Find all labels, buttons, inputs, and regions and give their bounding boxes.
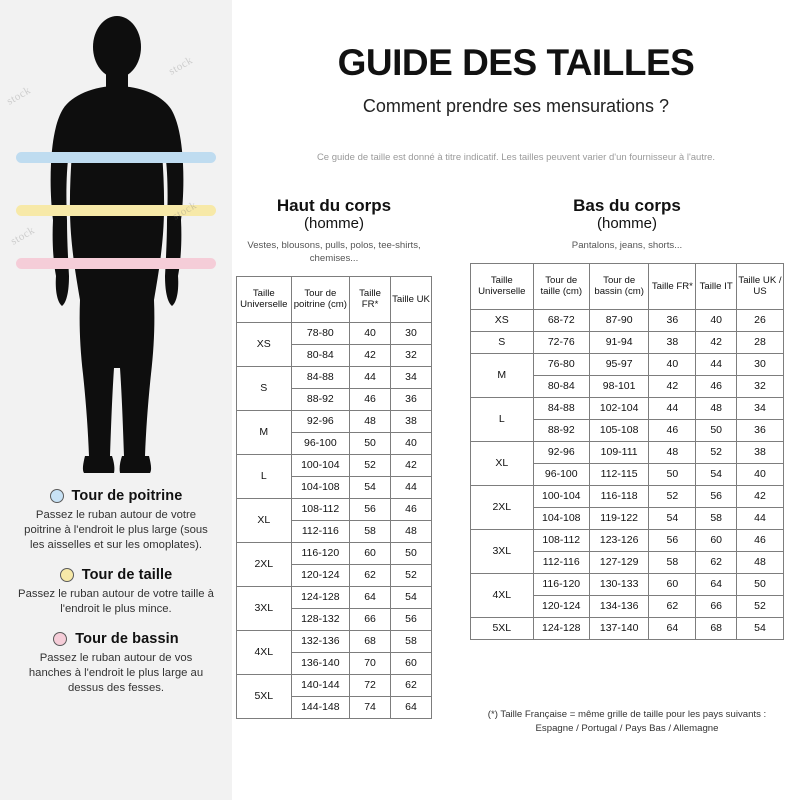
table-row bbox=[237, 674, 432, 696]
table-cell: 48 bbox=[350, 410, 391, 432]
table-cell: 96-100 bbox=[533, 463, 589, 485]
table-cell: 127-129 bbox=[589, 551, 648, 573]
table-cell: 64 bbox=[350, 586, 391, 608]
table-row bbox=[471, 441, 784, 463]
table-cell: 112-115 bbox=[589, 463, 648, 485]
table-cell: 136-140 bbox=[291, 652, 350, 674]
waist-color-dot-icon bbox=[60, 568, 74, 582]
watermark-text: stock bbox=[166, 54, 196, 78]
table-cell: 54 bbox=[696, 463, 737, 485]
column-header: Tour de taille (cm) bbox=[533, 263, 589, 309]
table-cell: 96-100 bbox=[291, 432, 350, 454]
table-row bbox=[237, 498, 432, 520]
table-cell: 137-140 bbox=[589, 617, 648, 639]
table-cell: 40 bbox=[649, 353, 696, 375]
cell-universal-size: XL bbox=[471, 441, 534, 485]
table-cell: 134-136 bbox=[589, 595, 648, 617]
watermark-text: stock bbox=[4, 84, 34, 108]
table-cell: 112-116 bbox=[533, 551, 589, 573]
watermark-text: stock bbox=[8, 224, 38, 248]
table-cell: 104-108 bbox=[291, 476, 350, 498]
hip-color-dot-icon bbox=[53, 632, 67, 646]
table-row bbox=[237, 322, 432, 344]
watermark-text: stock bbox=[170, 199, 200, 223]
legend-title-waist: Tour de taille bbox=[81, 567, 173, 584]
hip-tape-line bbox=[16, 258, 216, 269]
table-cell: 72 bbox=[350, 674, 391, 696]
table-cell: 52 bbox=[350, 454, 391, 476]
table-cell: 26 bbox=[737, 309, 784, 331]
table-cell: 124-128 bbox=[533, 617, 589, 639]
table-cell: 80-84 bbox=[291, 344, 350, 366]
male-body-silhouette-icon bbox=[22, 12, 212, 482]
table-cell: 100-104 bbox=[291, 454, 350, 476]
legend-item-hip bbox=[10, 631, 222, 696]
table-cell: 64 bbox=[649, 617, 696, 639]
table-cell: 116-120 bbox=[533, 573, 589, 595]
column-header: Taille FR* bbox=[350, 276, 391, 322]
table-cell: 50 bbox=[737, 573, 784, 595]
table-row bbox=[237, 542, 432, 564]
table-row bbox=[471, 397, 784, 419]
table-cell: 52 bbox=[649, 485, 696, 507]
legend-item-waist bbox=[10, 567, 222, 617]
table-row bbox=[237, 454, 432, 476]
legend-text-waist: Passez le ruban autour de votre taille à l'endroit le plus mince. bbox=[18, 588, 214, 616]
table-cell: 62 bbox=[350, 564, 391, 586]
table-cell: 62 bbox=[696, 551, 737, 573]
table-cell: 64 bbox=[391, 696, 432, 718]
table-cell: 40 bbox=[696, 309, 737, 331]
table-cell: 58 bbox=[649, 551, 696, 573]
table-cell: 50 bbox=[696, 419, 737, 441]
table-cell: 88-92 bbox=[533, 419, 589, 441]
column-header: Taille Universelle bbox=[471, 263, 534, 309]
table-cell: 42 bbox=[649, 375, 696, 397]
table-cell: 30 bbox=[391, 322, 432, 344]
cell-universal-size: M bbox=[471, 353, 534, 397]
table-cell: 80-84 bbox=[533, 375, 589, 397]
cell-universal-size: S bbox=[237, 366, 292, 410]
cell-universal-size: 4XL bbox=[237, 630, 292, 674]
table-row bbox=[471, 529, 784, 551]
table-cell: 36 bbox=[737, 419, 784, 441]
table-cell: 52 bbox=[391, 564, 432, 586]
cell-universal-size: L bbox=[237, 454, 292, 498]
table-cell: 68-72 bbox=[533, 309, 589, 331]
section-description-lower: Pantalons, jeans, shorts... bbox=[571, 240, 683, 252]
cell-universal-size: 2XL bbox=[237, 542, 292, 586]
cell-universal-size: L bbox=[471, 397, 534, 441]
table-cell: 112-116 bbox=[291, 520, 350, 542]
table-cell: 70 bbox=[350, 652, 391, 674]
table-cell: 91-94 bbox=[589, 331, 648, 353]
lower-body-section bbox=[470, 196, 784, 640]
lower-body-size-table bbox=[470, 263, 784, 640]
table-cell: 48 bbox=[649, 441, 696, 463]
measurement-legend bbox=[0, 488, 232, 710]
table-cell: 102-104 bbox=[589, 397, 648, 419]
table-cell: 50 bbox=[391, 542, 432, 564]
table-cell: 32 bbox=[391, 344, 432, 366]
page-subtitle: Comment prendre ses mensurations ? bbox=[362, 96, 670, 116]
table-cell: 44 bbox=[737, 507, 784, 529]
table-cell: 34 bbox=[737, 397, 784, 419]
table-cell: 58 bbox=[350, 520, 391, 542]
table-cell: 44 bbox=[649, 397, 696, 419]
table-cell: 42 bbox=[696, 331, 737, 353]
table-cell: 54 bbox=[737, 617, 784, 639]
section-subtitle-upper: (homme) bbox=[303, 215, 364, 233]
table-row bbox=[237, 410, 432, 432]
column-header: Tour de bassin (cm) bbox=[589, 263, 648, 309]
upper-body-size-table bbox=[236, 276, 432, 719]
table-cell: 88-92 bbox=[291, 388, 350, 410]
table-cell: 105-108 bbox=[589, 419, 648, 441]
table-cell: 128-132 bbox=[291, 608, 350, 630]
table-row bbox=[237, 630, 432, 652]
column-header: Taille UK / US bbox=[737, 263, 784, 309]
table-row bbox=[471, 617, 784, 639]
table-cell: 48 bbox=[737, 551, 784, 573]
table-cell: 62 bbox=[391, 674, 432, 696]
table-cell: 120-124 bbox=[533, 595, 589, 617]
table-cell: 123-126 bbox=[589, 529, 648, 551]
table-cell: 58 bbox=[391, 630, 432, 652]
column-header: Taille Universelle bbox=[237, 276, 292, 322]
table-row bbox=[237, 366, 432, 388]
cell-universal-size: 3XL bbox=[471, 529, 534, 573]
cell-universal-size: XS bbox=[471, 309, 534, 331]
page-title: GUIDE DES TAILLES bbox=[337, 42, 695, 83]
table-cell: 42 bbox=[737, 485, 784, 507]
table-header-row bbox=[471, 263, 784, 309]
table-cell: 32 bbox=[737, 375, 784, 397]
table-cell: 54 bbox=[649, 507, 696, 529]
column-header: Taille UK bbox=[391, 276, 432, 322]
table-cell: 52 bbox=[696, 441, 737, 463]
table-cell: 132-136 bbox=[291, 630, 350, 652]
table-cell: 120-124 bbox=[291, 564, 350, 586]
table-cell: 116-118 bbox=[589, 485, 648, 507]
table-cell: 60 bbox=[696, 529, 737, 551]
legend-title-hip: Tour de bassin bbox=[75, 631, 179, 648]
column-header: Taille FR* bbox=[649, 263, 696, 309]
chest-tape-line bbox=[16, 152, 216, 163]
column-header: Taille IT bbox=[696, 263, 737, 309]
cell-universal-size: 4XL bbox=[471, 573, 534, 617]
table-cell: 50 bbox=[649, 463, 696, 485]
table-cell: 104-108 bbox=[533, 507, 589, 529]
table-row bbox=[237, 586, 432, 608]
table-row bbox=[471, 353, 784, 375]
legend-text-chest: Passez le ruban autour de votre poitrine à l'endroit le plus large (sous les aisselles et sur les omoplates). bbox=[24, 509, 208, 552]
table-cell: 109-111 bbox=[589, 441, 648, 463]
table-cell: 38 bbox=[391, 410, 432, 432]
table-cell: 60 bbox=[649, 573, 696, 595]
footnote-text: (*) Taille Française = même grille de taille pour les pays suivants : Espagne / Portugal / Pays Bas / Allemagne bbox=[487, 709, 767, 734]
table-cell: 60 bbox=[350, 542, 391, 564]
silhouette-panel bbox=[0, 0, 232, 800]
section-description-upper: Vestes, blousons, pulls, polos, tee-shirts, chemises... bbox=[247, 240, 421, 264]
table-row bbox=[471, 331, 784, 353]
table-cell: 60 bbox=[391, 652, 432, 674]
table-cell: 78-80 bbox=[291, 322, 350, 344]
table-cell: 42 bbox=[350, 344, 391, 366]
table-cell: 140-144 bbox=[291, 674, 350, 696]
legend-title-chest: Tour de poitrine bbox=[71, 488, 183, 504]
waist-tape-line bbox=[16, 205, 216, 216]
table-cell: 46 bbox=[391, 498, 432, 520]
table-cell: 58 bbox=[696, 507, 737, 529]
table-cell: 64 bbox=[696, 573, 737, 595]
table-cell: 44 bbox=[696, 353, 737, 375]
cell-universal-size: XL bbox=[237, 498, 292, 542]
table-cell: 38 bbox=[737, 441, 784, 463]
cell-universal-size: 3XL bbox=[237, 586, 292, 630]
table-cell: 54 bbox=[350, 476, 391, 498]
upper-body-section bbox=[236, 196, 432, 719]
legend-item-chest bbox=[10, 488, 222, 553]
table-cell: 116-120 bbox=[291, 542, 350, 564]
cell-universal-size: 5XL bbox=[471, 617, 534, 639]
table-cell: 56 bbox=[649, 529, 696, 551]
table-cell: 34 bbox=[391, 366, 432, 388]
table-cell: 30 bbox=[737, 353, 784, 375]
section-subtitle-lower: (homme) bbox=[596, 215, 657, 233]
table-cell: 130-133 bbox=[589, 573, 648, 595]
table-cell: 84-88 bbox=[291, 366, 350, 388]
table-row bbox=[471, 573, 784, 595]
table-cell: 68 bbox=[350, 630, 391, 652]
cell-universal-size: XS bbox=[237, 322, 292, 366]
table-cell: 74 bbox=[350, 696, 391, 718]
table-cell: 87-90 bbox=[589, 309, 648, 331]
section-title-lower: Bas du corps bbox=[573, 196, 681, 215]
table-cell: 144-148 bbox=[291, 696, 350, 718]
chest-color-dot-icon bbox=[50, 489, 64, 503]
table-row bbox=[471, 309, 784, 331]
table-cell: 56 bbox=[350, 498, 391, 520]
table-cell: 28 bbox=[737, 331, 784, 353]
table-cell: 48 bbox=[391, 520, 432, 542]
table-cell: 44 bbox=[350, 366, 391, 388]
table-header-row bbox=[237, 276, 432, 322]
table-cell: 46 bbox=[737, 529, 784, 551]
disclaimer-text: Ce guide de taille est donné à titre indicatif. Les tailles peuvent varier d'un fournisseur à l'autre. bbox=[316, 152, 716, 163]
table-cell: 46 bbox=[696, 375, 737, 397]
cell-universal-size: M bbox=[237, 410, 292, 454]
table-cell: 66 bbox=[696, 595, 737, 617]
table-cell: 72-76 bbox=[533, 331, 589, 353]
table-cell: 62 bbox=[649, 595, 696, 617]
table-row bbox=[471, 485, 784, 507]
table-cell: 68 bbox=[696, 617, 737, 639]
table-cell: 38 bbox=[649, 331, 696, 353]
table-cell: 56 bbox=[696, 485, 737, 507]
table-cell: 124-128 bbox=[291, 586, 350, 608]
table-cell: 42 bbox=[391, 454, 432, 476]
table-cell: 108-112 bbox=[291, 498, 350, 520]
table-cell: 76-80 bbox=[533, 353, 589, 375]
body-silhouette bbox=[0, 0, 232, 492]
table-cell: 36 bbox=[391, 388, 432, 410]
table-cell: 108-112 bbox=[533, 529, 589, 551]
table-cell: 50 bbox=[350, 432, 391, 454]
table-cell: 92-96 bbox=[533, 441, 589, 463]
table-cell: 54 bbox=[391, 586, 432, 608]
column-header: Tour de poitrine (cm) bbox=[291, 276, 350, 322]
cell-universal-size: 2XL bbox=[471, 485, 534, 529]
table-cell: 36 bbox=[649, 309, 696, 331]
cell-universal-size: 5XL bbox=[237, 674, 292, 718]
page-header bbox=[232, 0, 800, 117]
legend-text-hip: Passez le ruban autour de vos hanches à l'endroit le plus large au dessus des fesses. bbox=[28, 652, 204, 695]
table-cell: 119-122 bbox=[589, 507, 648, 529]
table-cell: 98-101 bbox=[589, 375, 648, 397]
table-cell: 84-88 bbox=[533, 397, 589, 419]
table-cell: 56 bbox=[391, 608, 432, 630]
table-cell: 46 bbox=[649, 419, 696, 441]
table-cell: 40 bbox=[350, 322, 391, 344]
table-cell: 40 bbox=[391, 432, 432, 454]
table-cell: 46 bbox=[350, 388, 391, 410]
table-cell: 40 bbox=[737, 463, 784, 485]
section-title-upper: Haut du corps bbox=[276, 196, 392, 215]
table-cell: 100-104 bbox=[533, 485, 589, 507]
cell-universal-size: S bbox=[471, 331, 534, 353]
table-cell: 66 bbox=[350, 608, 391, 630]
table-cell: 48 bbox=[696, 397, 737, 419]
table-cell: 44 bbox=[391, 476, 432, 498]
table-cell: 95-97 bbox=[589, 353, 648, 375]
table-cell: 92-96 bbox=[291, 410, 350, 432]
table-cell: 52 bbox=[737, 595, 784, 617]
